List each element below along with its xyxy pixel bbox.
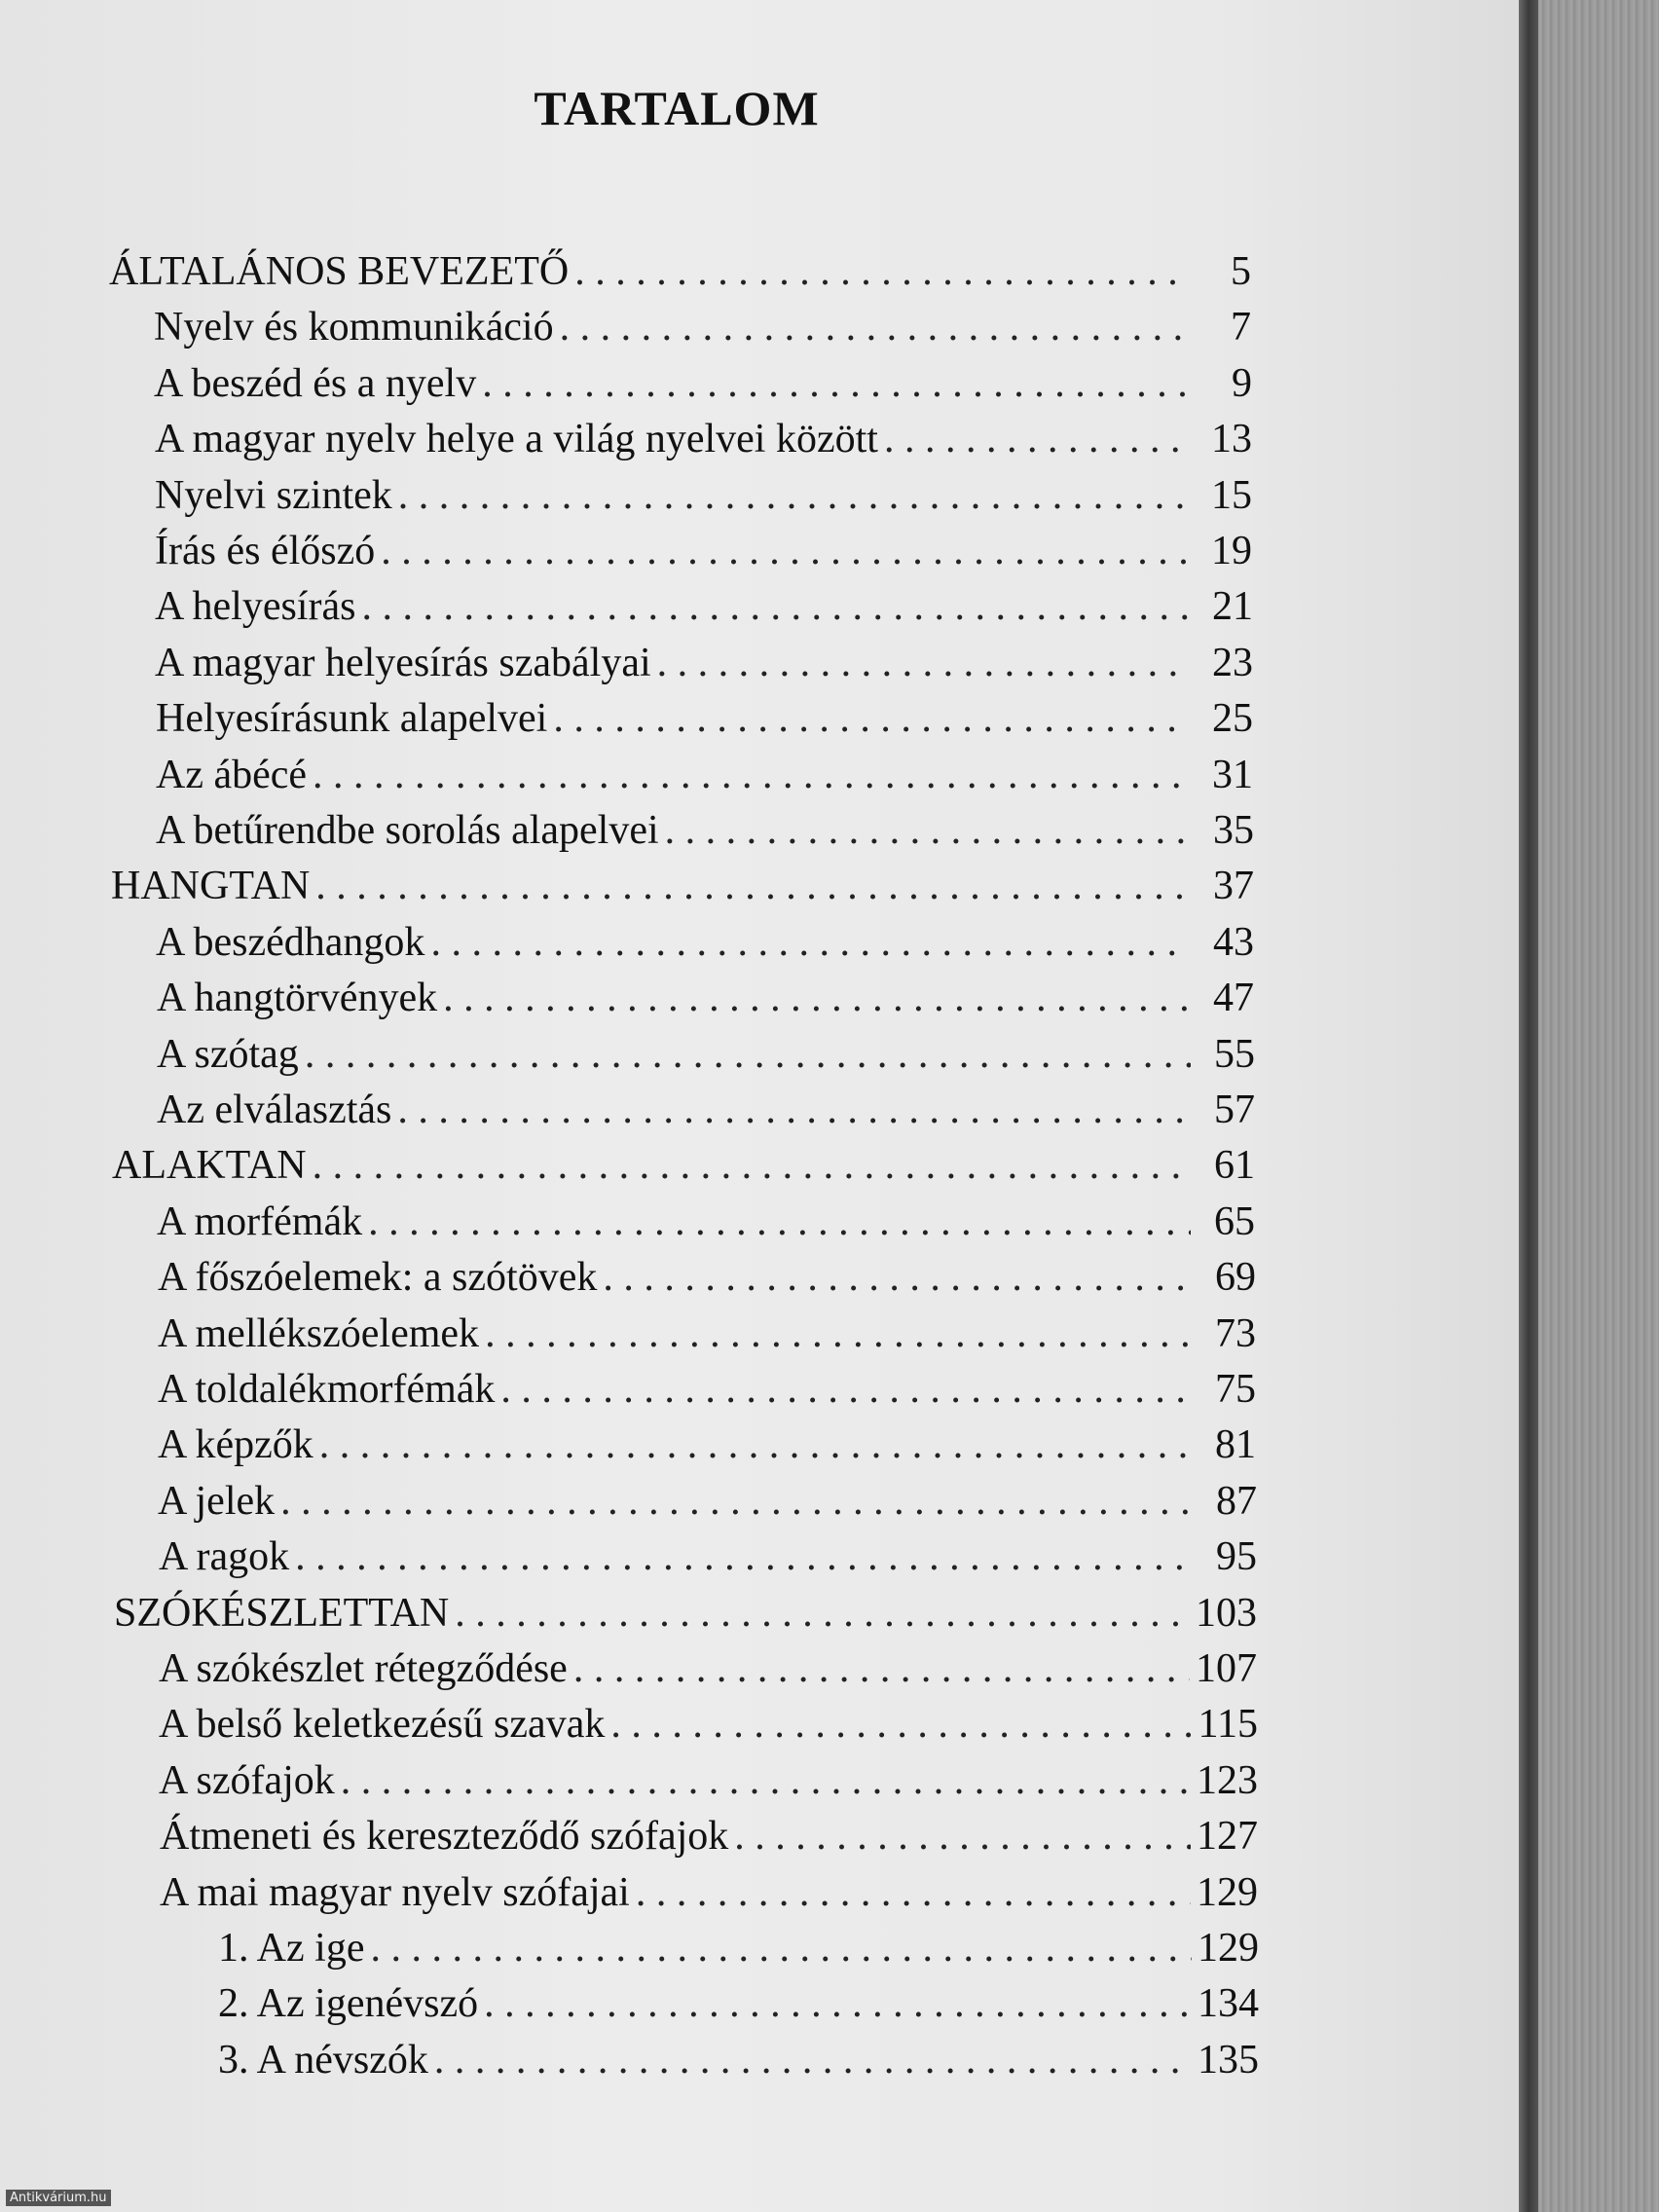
- leader-dots: [341, 1757, 1191, 1804]
- toc-entry-page: 129: [1198, 1926, 1259, 1971]
- toc-entry-label: Írás és élőszó: [155, 529, 376, 573]
- leader-dots: [305, 1031, 1191, 1078]
- toc-entry: [156, 919, 1254, 974]
- toc-entry: [158, 1366, 1256, 1420]
- toc-entry: [156, 695, 1253, 750]
- toc-entry-page: 65: [1214, 1198, 1255, 1244]
- leader-dots: [319, 1421, 1192, 1468]
- toc-entry: [158, 1310, 1256, 1365]
- toc-entry: [156, 752, 1253, 806]
- toc-entry-page: 95: [1216, 1534, 1257, 1580]
- toc-entry-page: 123: [1197, 1757, 1258, 1803]
- toc-entry-label: A hangtörvények: [157, 976, 438, 1021]
- page-title: TARTALOM: [534, 81, 820, 135]
- leader-dots: [295, 1533, 1193, 1580]
- toc-entry-page: 35: [1213, 808, 1254, 853]
- leader-dots: [884, 416, 1188, 462]
- leader-dots: [734, 1813, 1191, 1860]
- toc-entry-label: A beszédhangok: [156, 919, 425, 965]
- toc-entry-label: Átmeneti és kereszteződő szófajok: [160, 1814, 729, 1860]
- leader-dots: [603, 1254, 1192, 1301]
- toc-entry-label: A jelek: [158, 1478, 276, 1524]
- toc-entry: [159, 1757, 1258, 1812]
- leader-dots: [573, 1645, 1190, 1692]
- toc-entry: [155, 528, 1252, 582]
- toc-entry-page: 61: [1214, 1143, 1255, 1189]
- toc-entry: [157, 1031, 1255, 1086]
- toc-entry: [157, 1198, 1255, 1253]
- toc-entry: [159, 1533, 1257, 1588]
- toc-entry: [114, 1590, 1257, 1644]
- toc-entry: [157, 1087, 1255, 1141]
- toc-entry-label: A belső keletkezésű szavak: [159, 1702, 606, 1748]
- toc-entry-label: A ragok: [159, 1534, 290, 1580]
- toc-entry-page: 135: [1198, 2037, 1259, 2083]
- toc-entry: [157, 975, 1254, 1029]
- leader-dots: [313, 1142, 1191, 1189]
- toc-entry: [154, 304, 1251, 358]
- toc-entry-label: Nyelvi szintek: [155, 472, 392, 518]
- background-cloth: [1538, 0, 1659, 2212]
- toc-entry-page: 25: [1212, 696, 1253, 742]
- toc-entry-page: 81: [1215, 1422, 1256, 1468]
- leader-dots: [500, 1366, 1192, 1413]
- toc-entry: [158, 1478, 1257, 1532]
- toc-entry-page: 9: [1232, 360, 1252, 406]
- toc-entry-page: 134: [1198, 1981, 1259, 2027]
- toc-entry: [159, 1645, 1257, 1700]
- leader-dots: [370, 1925, 1192, 1972]
- leader-dots: [665, 807, 1190, 854]
- leader-dots: [313, 752, 1189, 798]
- toc-entry-label: A szófajok: [159, 1757, 335, 1803]
- toc-entry-label: A helyesírás: [155, 584, 356, 630]
- leader-dots: [430, 919, 1190, 966]
- toc-entry: [112, 1142, 1255, 1197]
- toc-entry: [158, 1421, 1256, 1476]
- toc-entry-label: A magyar nyelv helye a világ nyelvei között: [155, 417, 878, 462]
- toc-entry: [154, 360, 1252, 415]
- toc-entry-label: A mai magyar nyelv szófajai: [160, 1869, 630, 1915]
- toc-entry-page: 7: [1231, 305, 1251, 350]
- toc-entry-page: 23: [1212, 640, 1253, 685]
- leader-dots: [574, 248, 1187, 295]
- toc-entry-page: 69: [1215, 1255, 1256, 1301]
- toc-entry-page: 5: [1231, 249, 1251, 294]
- leader-dots: [434, 2037, 1192, 2083]
- toc-entry-page: 57: [1214, 1088, 1255, 1132]
- toc-entry-label: A főszóelemek: a szótövek: [158, 1255, 598, 1301]
- toc-entry-page: 129: [1197, 1869, 1258, 1915]
- leader-dots: [636, 1869, 1191, 1916]
- toc-entry-label: A morfémák: [157, 1198, 363, 1244]
- toc-entry: [218, 1925, 1259, 1979]
- toc-entry: [160, 1813, 1258, 1867]
- toc-entry-page: 37: [1213, 864, 1254, 909]
- leader-dots: [560, 304, 1187, 350]
- toc-entry-page: 115: [1198, 1702, 1258, 1748]
- toc-entry-page: 55: [1214, 1031, 1255, 1077]
- toc-entry-label: 3. A névszók: [218, 2037, 428, 2083]
- toc-entry-label: A magyar helyesírás szabályai: [155, 640, 651, 685]
- toc-entry-label: A szótag: [157, 1031, 299, 1077]
- toc-entry-page: 103: [1196, 1590, 1257, 1636]
- toc-entry-label: ÁLTALÁNOS BEVEZETŐ: [109, 249, 570, 294]
- leader-dots: [484, 1980, 1192, 2027]
- toc-entry-page: 47: [1213, 976, 1254, 1021]
- leader-dots: [610, 1701, 1192, 1748]
- toc-entry-page: 75: [1215, 1367, 1256, 1412]
- toc-entry: [155, 472, 1252, 527]
- toc-entry-label: A mellékszóelemek: [158, 1310, 480, 1356]
- toc-entry-label: ALAKTAN: [112, 1143, 307, 1189]
- toc-entry-page: 19: [1211, 529, 1252, 573]
- toc-entry: [218, 1980, 1259, 2035]
- toc-entry-label: A szókészlet rétegződése: [159, 1646, 568, 1691]
- toc-entry: [111, 863, 1254, 917]
- toc-entry-label: A képzők: [158, 1422, 313, 1468]
- watermark: Antikvárium.hu: [6, 2190, 111, 2206]
- leader-dots: [398, 472, 1188, 519]
- leader-dots: [381, 528, 1188, 574]
- toc-entry-label: Az elválasztás: [157, 1088, 392, 1132]
- toc-entry-label: Helyesírásunk alapelvei: [156, 696, 548, 742]
- toc-entry-label: SZÓKÉSZLETTAN: [114, 1590, 450, 1636]
- leader-dots: [443, 975, 1190, 1021]
- toc-entry-page: 13: [1211, 417, 1252, 462]
- leader-dots: [485, 1310, 1192, 1357]
- toc-entry-page: 21: [1212, 584, 1253, 630]
- toc-entry-label: A beszéd és a nyelv: [154, 360, 477, 406]
- toc-entry-page: 31: [1212, 752, 1253, 797]
- toc-entry-page: 15: [1211, 472, 1252, 518]
- leader-dots: [482, 360, 1188, 407]
- toc-entry-label: Nyelv és kommunikáció: [154, 305, 554, 350]
- toc-entry: [158, 1254, 1256, 1309]
- leader-dots: [315, 863, 1190, 909]
- toc-entry-label: 1. Az ige: [218, 1926, 365, 1971]
- toc-entry: [160, 1869, 1258, 1924]
- toc-entry-page: 87: [1216, 1478, 1257, 1524]
- toc-entry-page: 107: [1196, 1646, 1257, 1691]
- toc-entry: [155, 416, 1252, 470]
- leader-dots: [397, 1087, 1191, 1133]
- toc-entry: [155, 583, 1253, 638]
- toc-entry: [156, 807, 1254, 862]
- leader-dots: [553, 695, 1189, 742]
- toc-entry: [109, 248, 1251, 303]
- leader-dots: [361, 583, 1189, 630]
- toc-entry-page: 127: [1197, 1814, 1258, 1860]
- toc-entry: [218, 2037, 1259, 2091]
- toc-entry-page: 43: [1213, 919, 1254, 965]
- toc-entry-page: 73: [1215, 1310, 1256, 1356]
- toc-entry: [159, 1701, 1258, 1755]
- leader-dots: [280, 1478, 1193, 1525]
- leader-dots: [657, 640, 1189, 686]
- leader-dots: [455, 1590, 1190, 1637]
- leader-dots: [368, 1198, 1191, 1245]
- toc-entry: [155, 640, 1253, 694]
- toc-entry-label: A toldalékmorfémák: [158, 1367, 496, 1412]
- book-spine: [1519, 0, 1538, 2212]
- toc-entry-label: Az ábécé: [156, 752, 308, 797]
- toc-entry-label: 2. Az igenévszó: [218, 1981, 479, 2027]
- toc-entry-label: A betűrendbe sorolás alapelvei: [156, 808, 659, 853]
- toc-entry-label: HANGTAN: [111, 864, 311, 909]
